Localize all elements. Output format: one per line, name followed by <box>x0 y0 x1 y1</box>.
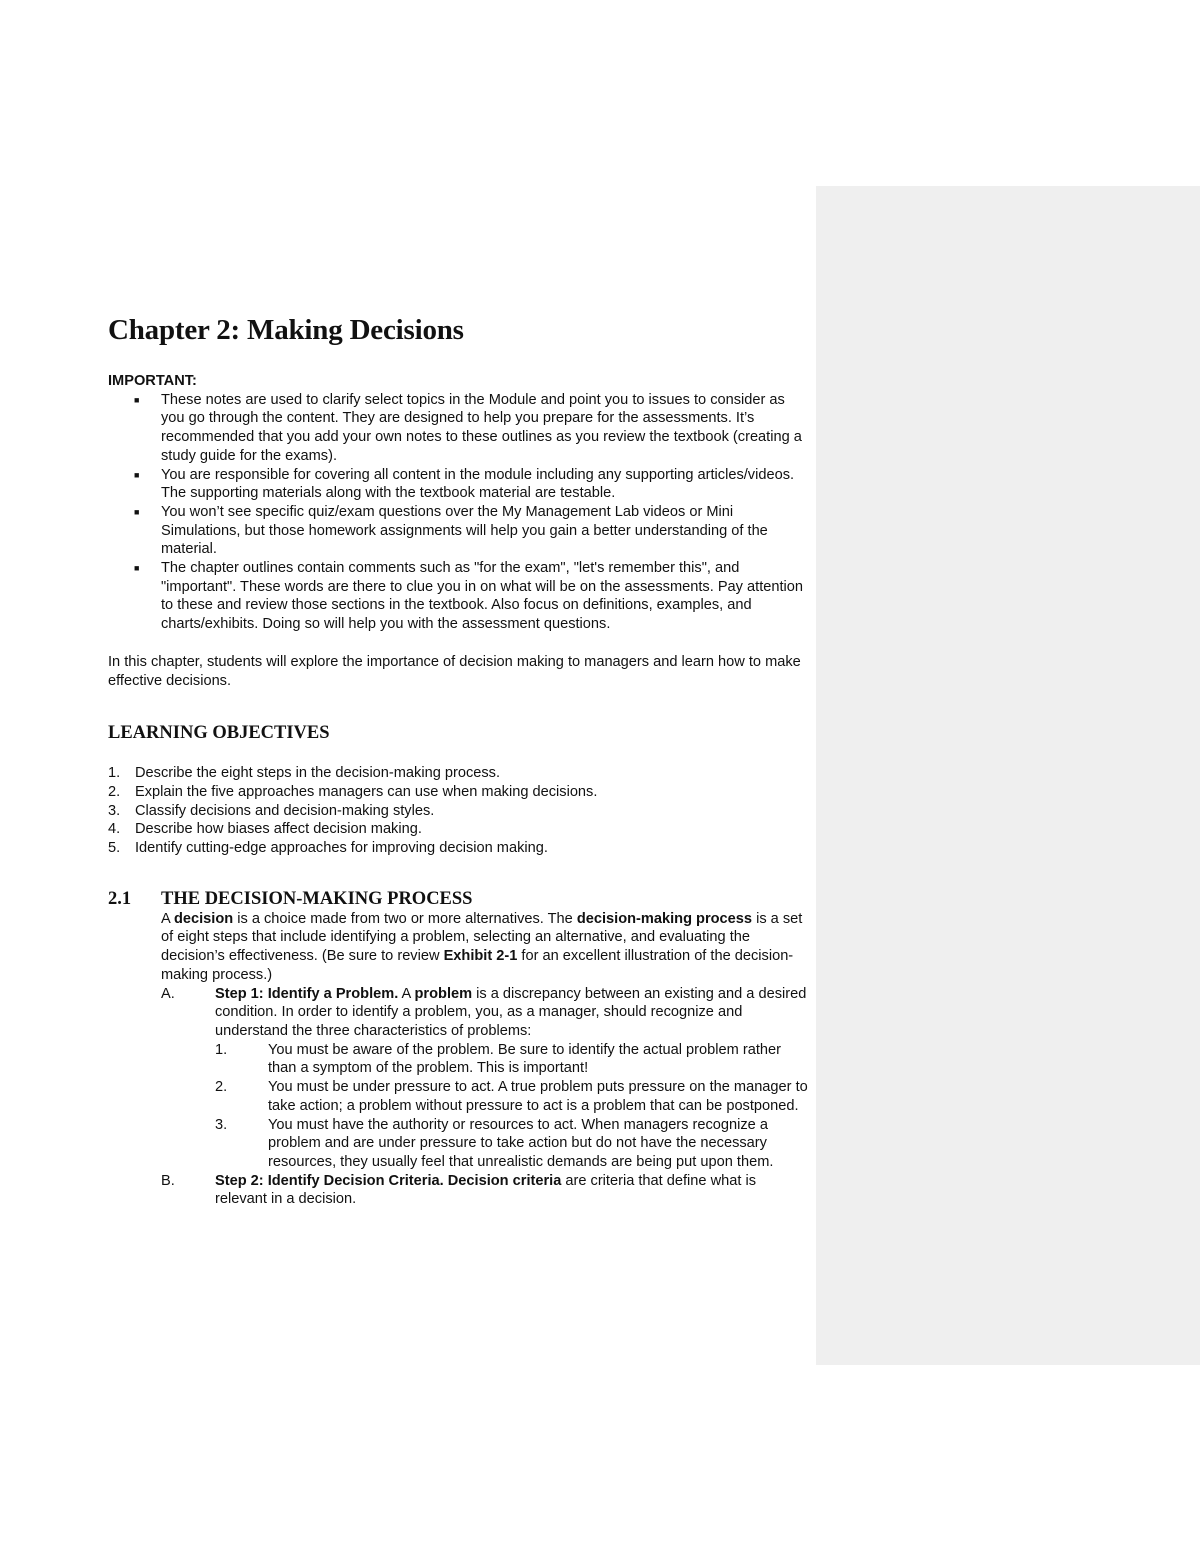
square-bullet-icon: ■ <box>134 469 140 480</box>
list-item: 1. You must be aware of the problem. Be sure to identify the actual problem rather than a symptom of the problem. This is important! <box>215 1041 781 1077</box>
list-item: ■ You won’t see specific quiz/exam questions over the My Management Lab videos or Mini Simulations, but those homework assignments will help you gain a better understanding of the material. <box>134 503 768 558</box>
outline-item-b: B. Step 2: Identify Decision Criteria. Decision criteria are criteria that define what is relevant in a decision. <box>161 1172 757 1208</box>
list-item: ■ These notes are used to clarify select topics in the Module and point you to issues to consider as you go through the content. They are designed to help you prepare for the assessments. It’s recommended that you add your own notes to these outlines as you review the textbook (creating a study guide for the exams). <box>134 391 802 464</box>
objectives-heading: LEARNING OBJECTIVES <box>108 723 330 744</box>
list-item: 2. Explain the five approaches managers can use when making decisions. <box>108 783 598 800</box>
section-title: THE DECISION-MAKING PROCESS <box>161 888 473 909</box>
document-page <box>108 312 808 1209</box>
list-item: ■ You are responsible for covering all content in the module including any supporting articles/videos. The supporting materials along with the textbook material are testable. <box>134 466 795 502</box>
list-item: 5. Identify cutting-edge approaches for improving decision making. <box>108 840 548 857</box>
intro-paragraph: In this chapter, students will explore the importance of decision making to managers and learn how to make effective decisions. <box>108 653 801 689</box>
list-item: 1. Describe the eight steps in the decision-making process. <box>108 765 501 782</box>
section-body <box>108 910 808 1209</box>
outline-item-a: A. Step 1: Identify a Problem. A problem is a discrepancy between an existing and a desired condition. In order to identify a problem, you, as a manager, should recognize and understand the three characteristics of problems: 1. You must be aware of the problem. Be sure to identify the actual problem rather than a symptom of the problem. This is important! 2. You must be under pressure to act. A true problem puts pressure on the manager to take action; a problem without pressure to act is a problem that can be postponed. 3. You must have the authority or resources to act. When managers recognize a problem and are under pressure to take action but do not have the necessary resources, they usually feel that unrealistic demands are being put upon them. <box>161 985 808 1170</box>
comment-margin-pane <box>816 186 1200 1365</box>
list-item: 3. You must have the authority or resources to act. When managers recognize a problem and are under pressure to take action but do not have the necessary resources, they usually feel that unrealistic demands are being put upon them. <box>215 1116 774 1170</box>
square-bullet-icon: ■ <box>134 506 140 517</box>
list-item: 4. Describe how biases affect decision making. <box>108 821 422 838</box>
section-paragraph: A decision is a choice made from two or more alternatives. The decision-making process is a set of eight steps that include identifying a problem, selecting an alternative, and evaluating the decision’s effectiveness. (Be sure to review Exhibit 2-1 for an excellent illustration of the decision-making process.) <box>161 910 803 983</box>
list-item: ■ The chapter outlines contain comments such as "for the exam", "let's remember this", and "important". These words are there to clue you in on what will be on the assessments. Pay attention to these and review those sections in the textbook. Also focus on definitions, examples, and charts/exhibits. Doing so will help you with the assessment questions. <box>134 560 804 633</box>
page-title: Chapter 2: Making Decisions <box>108 314 464 346</box>
section-heading <box>108 888 808 910</box>
square-bullet-icon: ■ <box>134 394 140 405</box>
important-label: IMPORTANT: <box>108 373 197 389</box>
list-item: 3. Classify decisions and decision-making styles. <box>108 802 435 819</box>
square-bullet-icon: ■ <box>134 563 140 574</box>
objectives-list <box>108 764 808 858</box>
section-number: 2.1 <box>108 888 132 909</box>
important-bullet-list <box>108 391 808 634</box>
list-item: 2. You must be under pressure to act. A true problem puts pressure on the manager to take action; a problem without pressure to act is a problem that can be postponed. <box>215 1079 808 1114</box>
